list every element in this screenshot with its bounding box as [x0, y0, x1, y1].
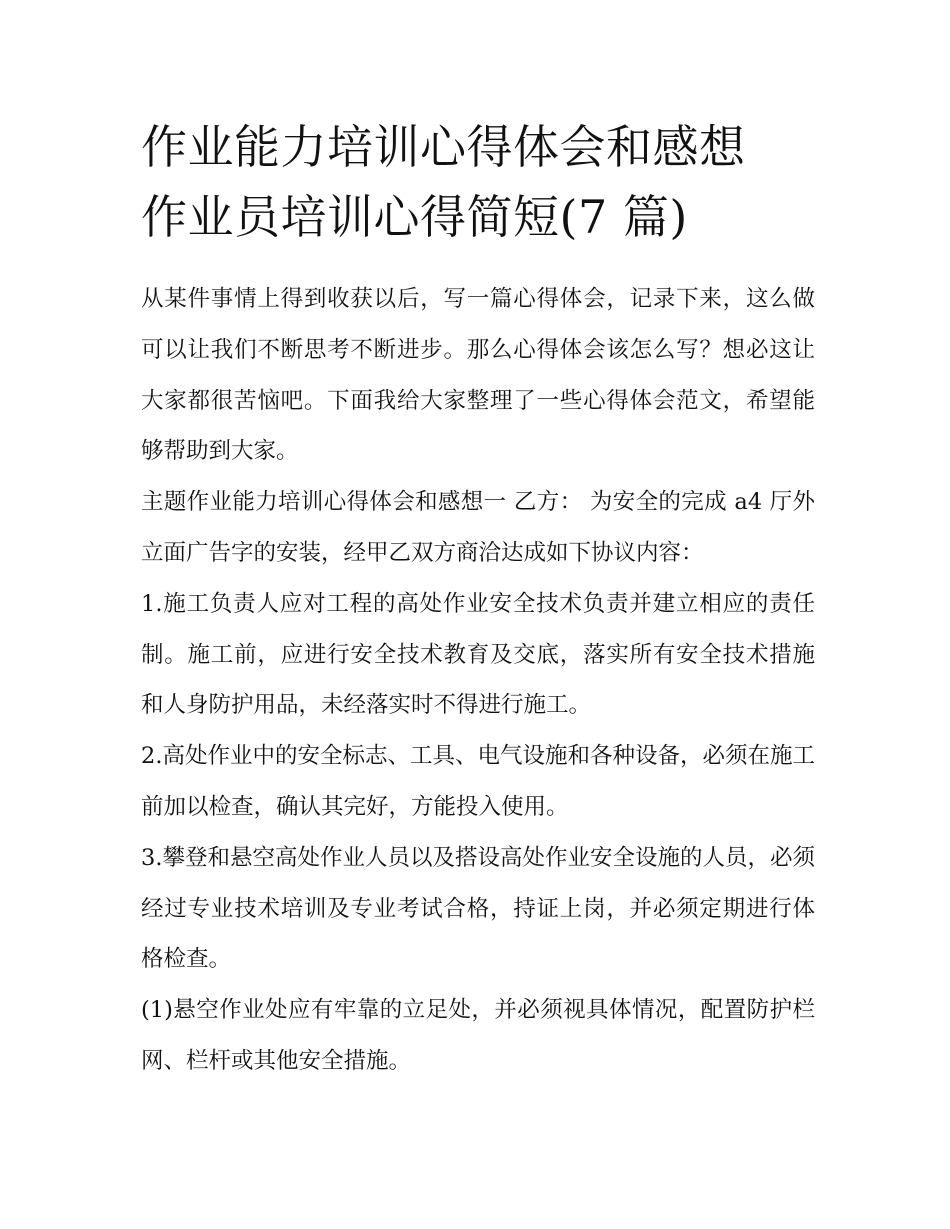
title-line-1: 作业能力培训心得体会和感想: [141, 120, 746, 174]
title-line-2: 作业员培训心得简短(7 篇): [141, 190, 688, 244]
clause-1-paragraph: 1.施工负责人应对工程的高处作业安全技术负责并建立相应的责任制。施工前，应进行安全技术教育及交底，落实所有安全技术措施和人身防护用品，未经落实时不得进行施工。: [141, 590, 815, 719]
agreement-paragraph: 主题作业能力培训心得体会和感想一 乙方： 为安全的完成 a4 厅外立面广告字的安装，经甲乙双方商洽达成如下协议内容：: [141, 489, 815, 566]
intro-paragraph: 从某件事情上得到收获以后，写一篇心得体会，记录下来，这么做可以让我们不断思考不断进步。那么心得体会该怎么写？想必这让大家都很苦恼吧。下面我给大家整理了一些心得体会范文，希望能够帮助到大家。: [141, 286, 815, 465]
clause-3-paragraph: 3.攀登和悬空高处作业人员以及搭设高处作业安全设施的人员，必须经过专业技术培训及专业考试合格，持证上岗，并必须定期进行体格检查。: [141, 844, 815, 973]
clause-2-paragraph: 2.高处作业中的安全标志、工具、电气设施和各种设备，必须在施工前加以检查，确认其完好，方能投入使用。: [141, 743, 815, 820]
document-body: [141, 112, 815, 1087]
sub-clause-1-paragraph: (1)悬空作业处应有牢靠的立足处，并必须视具体情况，配置防护栏网、栏杆或其他安全措施。: [141, 997, 815, 1074]
document-title: [141, 112, 815, 252]
